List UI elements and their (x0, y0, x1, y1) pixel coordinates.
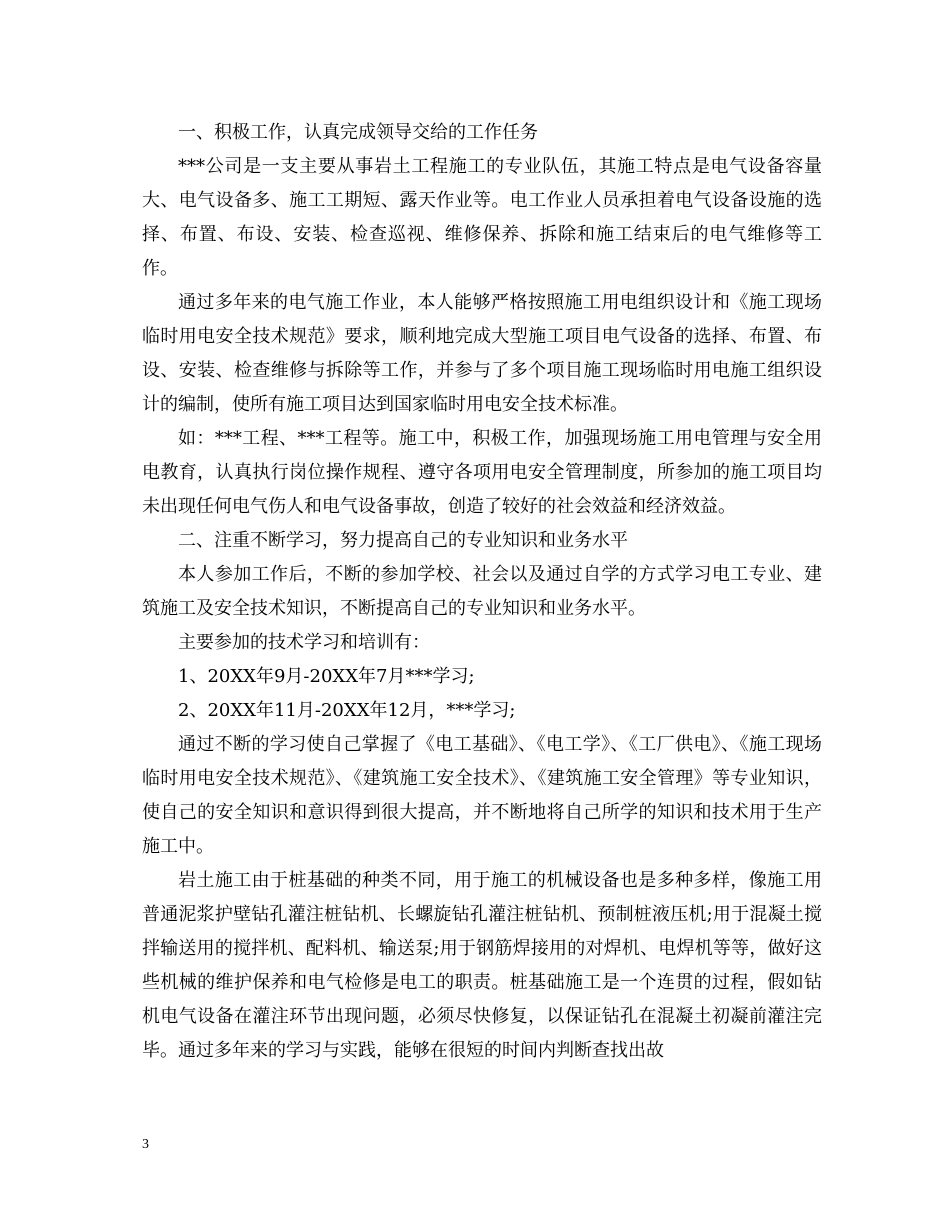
list-item-training-1: 1、20XX年9月-20XX年7月***学习; (178, 666, 475, 687)
paragraph-company-intro: ***公司是一支主要从事岩土工程施工的专业队伍，其施工特点是电气设备容量大、电气设备多、施工工期短、露天作业等。电工作业人员承担着电气设备设施的选择、布置、布设、安装、检查巡视、维修保养、拆除和施工结束后的电气维修等工作。 (142, 156, 822, 279)
paragraph-training-header: 主要参加的技术学习和培训有： (178, 632, 430, 653)
paragraph-projects: 如：***工程、***工程等。施工中，积极工作，加强现场施工用电管理与安全用电教育，认真执行岗位操作规程、遵守各项用电安全管理制度，所参加的施工项目均未出现任何电气伤人和电气设备事故，创造了较好的社会效益和经济效益。 (142, 428, 822, 517)
paragraph-equipment: 岩土施工由于桩基础的种类不同，用于施工的机械设备也是多种多样，像施工用普通泥浆护壁钻孔灌注桩钻机、长螺旋钻孔灌注桩钻机、预制桩液压机;用于混凝土搅拌输送用的搅拌机、配料机、输送泵;用于钢筋焊接用的对焊机、电焊机等等，做好这些机械的维护保养和电气检修是电工的职责。桩基础施工是一个连贯的过程，假如钻机电气设备在灌注环节出现问题，必须尽快修复，以保证钻孔在混凝土初凝前灌注完毕。通过多年来的学习与实践，能够在很短的时间内判断查找出故 (142, 870, 822, 1061)
paragraph-knowledge: 通过不断的学习使自己掌握了《电工基础》、《电工学》、《工厂供电》、《施工现场临时用电安全技术规范》、《建筑施工安全技术》、《建筑施工安全管理》等专业知识，使自己的安全知识和意识得到很大提高，并不断地将自己所学的知识和技术用于生产施工中。 (142, 734, 822, 857)
section-heading-1: 一、积极工作，认真完成领导交给的工作任务 (178, 122, 538, 143)
document-body (142, 116, 822, 1068)
page-number: 3 (142, 1137, 149, 1152)
section-heading-2: 二、注重不断学习，努力提高自己的专业知识和业务水平 (178, 530, 628, 551)
paragraph-study-intro: 本人参加工作后，不断的参加学校、社会以及通过自学的方式学习电工专业、建筑施工及安全技术知识，不断提高自己的专业知识和业务水平。 (142, 564, 822, 619)
paragraph-construction-work: 通过多年来的电气施工作业，本人能够严格按照施工用电组织设计和《施工现场临时用电安全技术规范》要求，顺利地完成大型施工项目电气设备的选择、布置、布设、安装、检查维修与拆除等工作，并参与了多个项目施工现场临时用电施工组织设计的编制，使所有施工项目达到国家临时用电安全技术标准。 (142, 292, 822, 415)
list-item-training-2: 2、20XX年11月-20XX年12月，***学习; (178, 700, 516, 721)
